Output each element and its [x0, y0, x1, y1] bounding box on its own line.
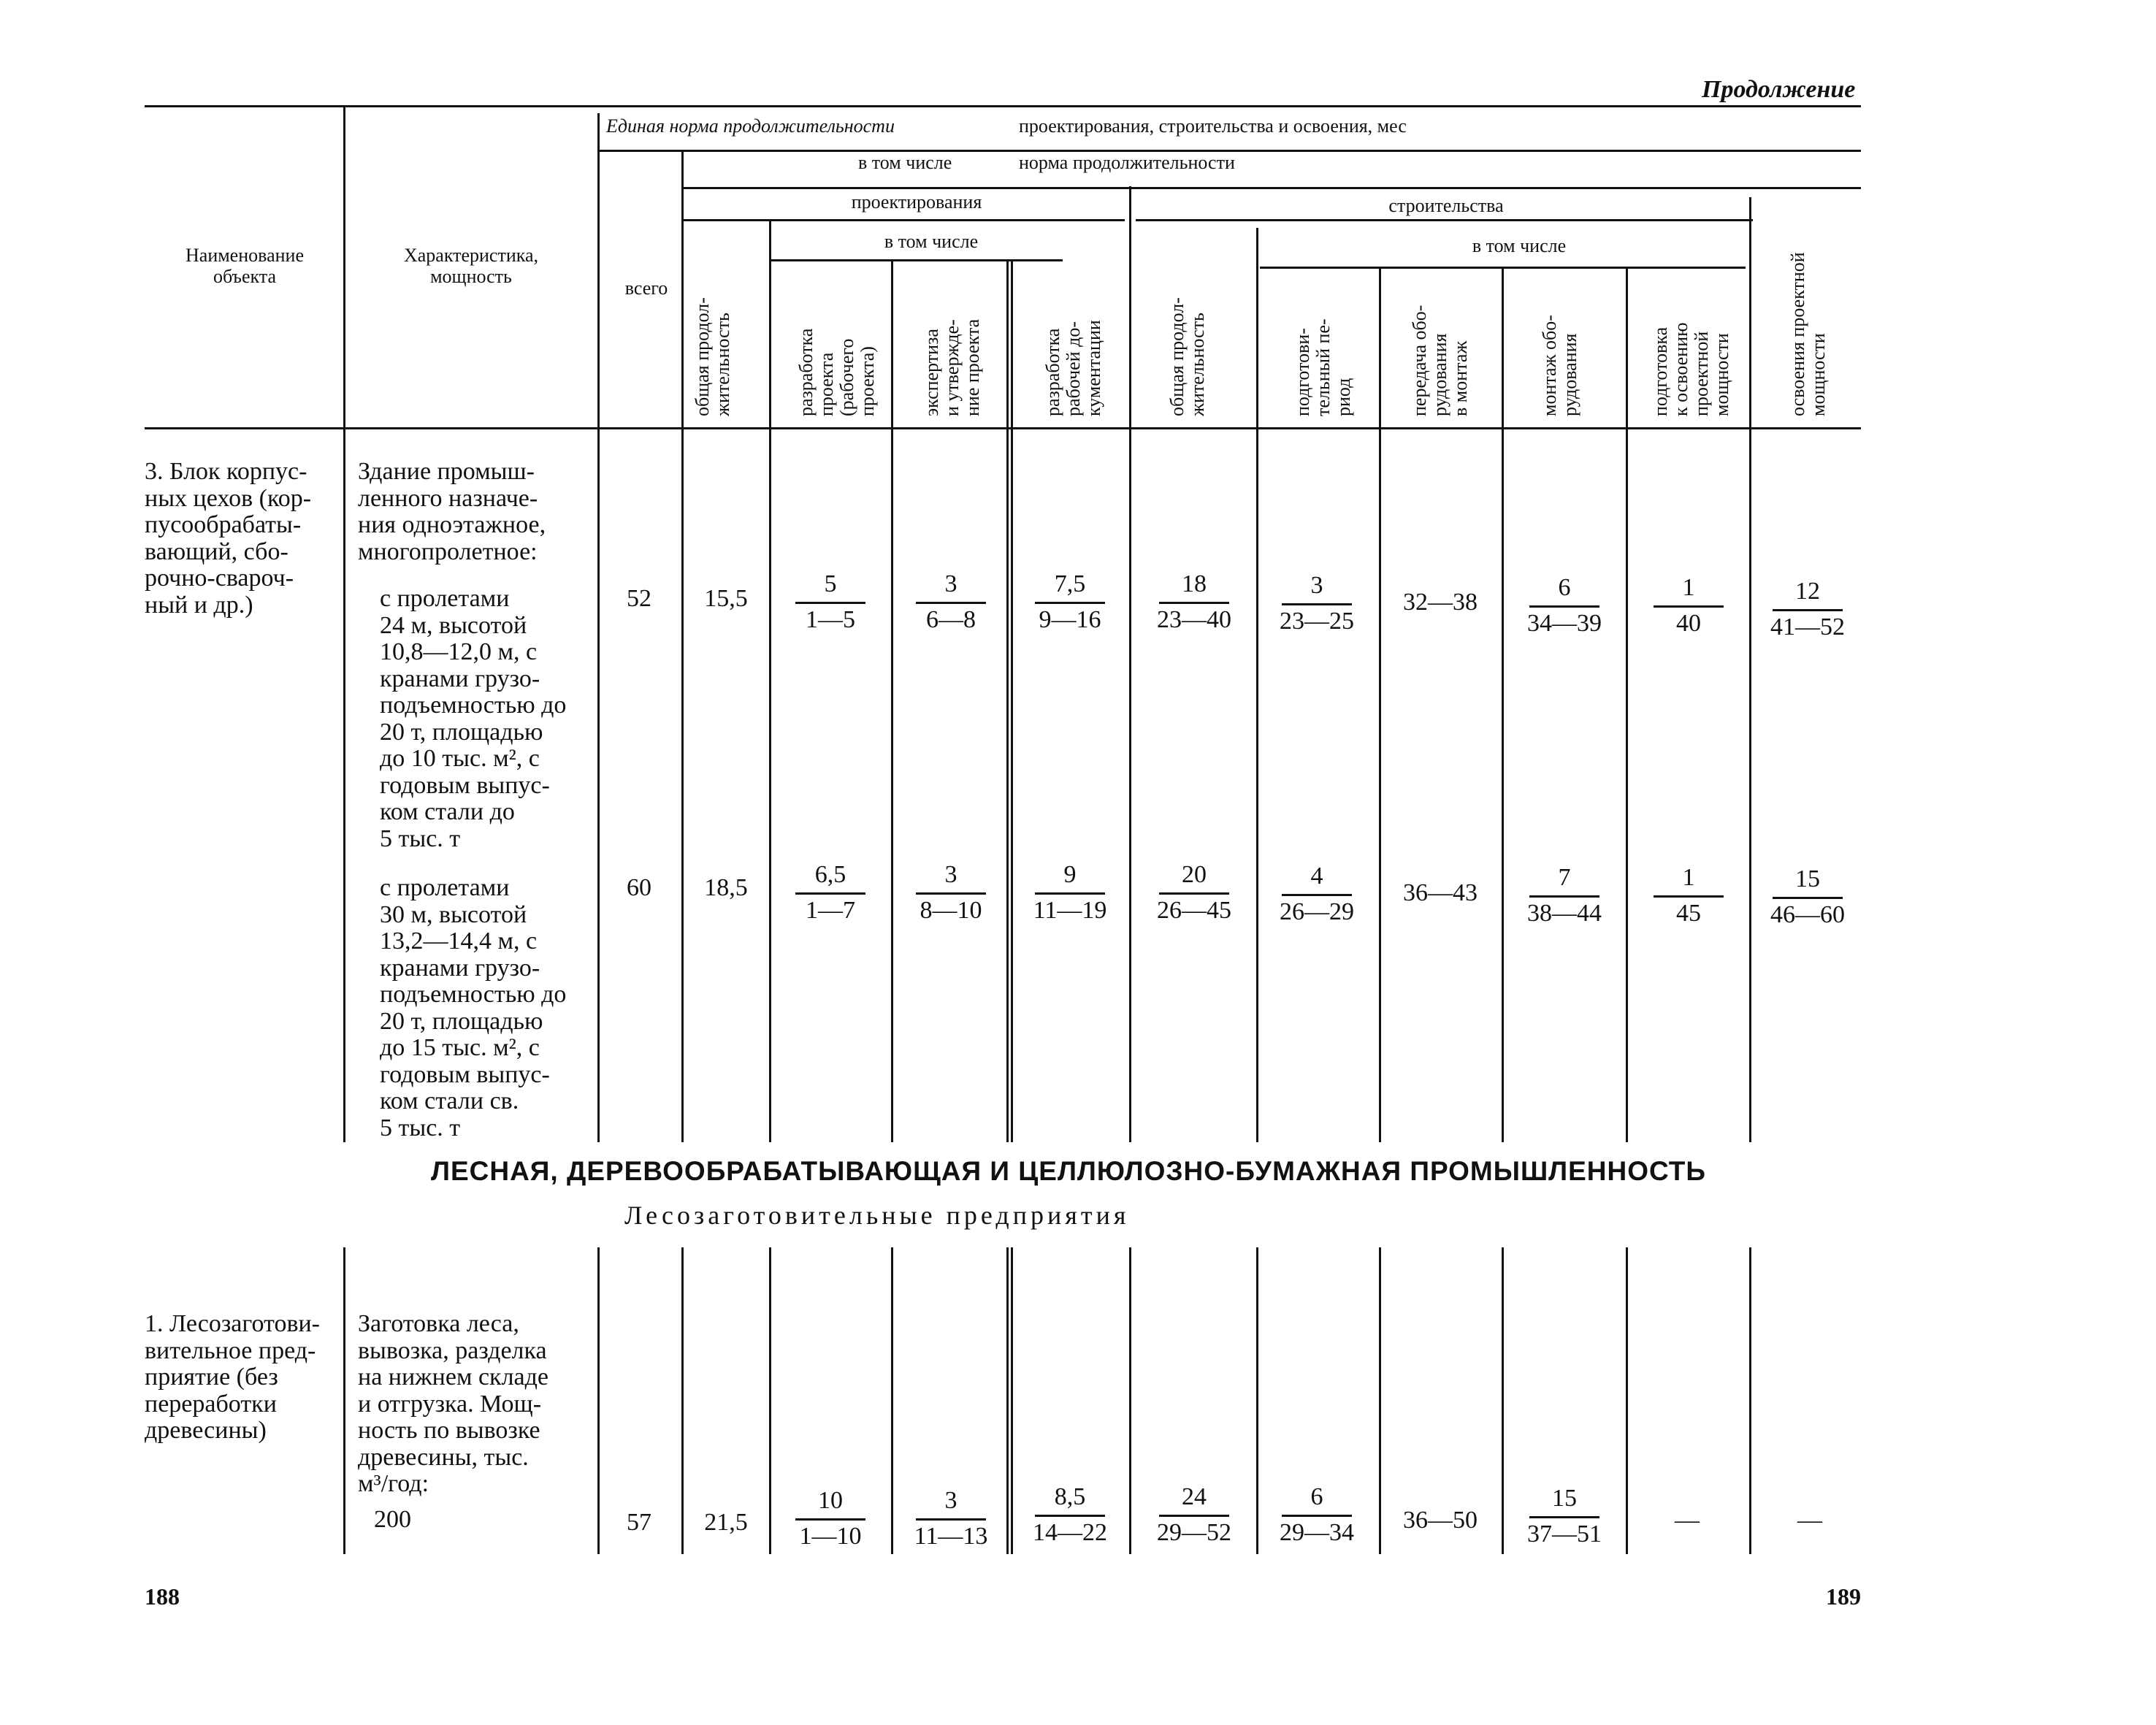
vheader-capacity-development: освоения проектной мощности [1787, 252, 1829, 416]
v1-project-dev: $\frac{5}{1—5}$ [779, 570, 882, 636]
design-rule [683, 219, 1125, 221]
vheader-equipment-mounting: монтаж обо- рудования [1539, 315, 1580, 416]
row2-prep-period: $\frac{6}{29—34}$ [1280, 1483, 1354, 1546]
vheader-prep-period: подготови- тельный пе- риод [1292, 318, 1354, 416]
row-object-name: 3. Блок корпус- ных цехов (кор- пусообрабаты- вающий, сбо- рочно-свароч- ный и др.) [145, 458, 312, 619]
header-including: в том числе [858, 152, 952, 173]
col-rule [1256, 228, 1258, 1142]
vheader-design-total: общая продол- жительность [692, 297, 733, 416]
col-rule [1011, 1247, 1013, 1554]
v1-equipment-transfer: 32—38 [1403, 589, 1478, 616]
v2-construction-total: $\frac{20}{26—45}$ [1157, 861, 1231, 924]
col-rule [1749, 197, 1751, 1142]
col-rule [1626, 267, 1628, 1142]
col-rule [1129, 1247, 1131, 1554]
row2-expertise: $\frac{3}{11—13}$ [914, 1487, 988, 1550]
page-number-right: 189 [1826, 1583, 1861, 1610]
vheader-construction-total: общая продол- жительность [1166, 297, 1208, 416]
col-rule [769, 219, 771, 1142]
v1-capacity-development: $\frac{12}{41—52}$ [1770, 578, 1845, 640]
row2-total: 57 [627, 1509, 651, 1536]
v2-equipment-mounting: $\frac{7}{38—44}$ [1527, 864, 1602, 927]
row2-construction-total: $\frac{24}{29—52}$ [1157, 1483, 1231, 1546]
section-title: ЛЕСНАЯ, ДЕРЕВООБРАБАТЫВАЮЩАЯ И ЦЕЛЛЮЛОЗНО-БУМАЖНАЯ ПРОМЫШЛЕННОСТЬ [431, 1156, 1707, 1186]
row2-characteristic: Заготовка леса, вывозка, разделка на нижнем складе и отгрузка. Мощ- ность по вывозке древесины, тыс. м³/год: [358, 1310, 549, 1497]
col-rule [597, 113, 600, 1142]
v1-design-total: 15,5 [704, 585, 748, 612]
page-number-left: 188 [145, 1583, 180, 1610]
v2-equipment-transfer: 36—43 [1403, 879, 1478, 906]
col-rule [1006, 1247, 1009, 1554]
header-bottom-rule [145, 427, 1861, 429]
v1-prep-capacity: $\frac{1}{40}$ [1637, 573, 1740, 640]
col-rule [1129, 186, 1131, 1142]
v1-prep-period: $\frac{3}{23—25}$ [1280, 572, 1354, 635]
vheader-expertise: экспертиза и утвержде- ние проекта [921, 318, 983, 416]
col-rule [1006, 259, 1009, 1142]
row2-prep-capacity: — [1675, 1507, 1700, 1534]
header-constr-incl: в том числе [1472, 235, 1567, 256]
v2-working-docs: $\frac{9}{11—19}$ [1033, 861, 1107, 924]
header-norm-duration: норма продолжительности [1019, 152, 1235, 173]
row2-working-docs: $\frac{8,5}{14—22}$ [1033, 1483, 1107, 1546]
header-design: проектирования [851, 191, 982, 213]
header-design-incl: в том числе [884, 231, 979, 252]
v2-expertise: $\frac{3}{8—10}$ [900, 860, 1002, 927]
v2-project-dev: $\frac{6,5}{1—7}$ [779, 860, 882, 927]
v2-prep-capacity: $\frac{1}{45}$ [1637, 863, 1740, 930]
col-rule [343, 1247, 345, 1554]
col-rule [1256, 1247, 1258, 1554]
header-total: всего [624, 278, 668, 299]
col-rule [891, 259, 893, 1142]
row2-equipment-mounting: $\frac{15}{37—51}$ [1527, 1485, 1602, 1548]
v1-expertise: $\frac{3}{6—8}$ [900, 570, 1002, 636]
variant-1-characteristic: с пролетами 24 м, высотой 10,8—12,0 м, с кранами грузо- подъемностью до 20 т, площадью до 10 тыс. м², с годовым выпус- ком стали до 5 тыс. т [380, 585, 567, 852]
col-rule [1749, 1247, 1751, 1554]
v2-design-total: 18,5 [704, 874, 748, 901]
v1-equipment-mounting: $\frac{6}{34—39}$ [1527, 574, 1602, 637]
v1-construction-total: $\frac{18}{23—40}$ [1157, 570, 1231, 633]
header-unified-norm: Единая норма продолжительности [606, 115, 895, 137]
row2-object-name: 1. Лесозаготови- вительное пред- приятие (без переработки древесины) [145, 1310, 321, 1444]
col-rule [1502, 267, 1504, 1142]
row2-equipment-transfer: 36—50 [1403, 1507, 1478, 1534]
col-rule [891, 1247, 893, 1554]
header-construction: строительства [1388, 195, 1504, 216]
header-norm-scope: проектирования, строительства и освоения, мес [1019, 115, 1407, 137]
norm-span-rule [683, 187, 1861, 189]
col-rule [1379, 267, 1381, 1142]
vheader-equipment-transfer: передача обо- рудования в монтаж [1409, 305, 1471, 416]
v2-prep-period: $\frac{4}{26—29}$ [1280, 862, 1354, 925]
row-characteristic-intro: Здание промыш- ленного назначе- ния одноэтажное, многопролетное: [358, 458, 546, 565]
v1-working-docs: $\frac{7,5}{9—16}$ [1019, 570, 1121, 636]
col-rule [343, 105, 345, 1142]
col-rule [1011, 259, 1013, 1142]
row2-capacity-development: — [1797, 1507, 1822, 1534]
row2-project-dev: $\frac{10}{1—10}$ [779, 1486, 882, 1553]
col-rule [1626, 1247, 1628, 1554]
col-rule [1502, 1247, 1504, 1554]
col-rule [681, 150, 684, 1142]
header-top-rule [145, 105, 1861, 107]
vheader-project-development: разработка проекта (рабочего проекта) [795, 328, 878, 416]
vheader-working-docs: разработка рабочей до- кументации [1042, 320, 1104, 416]
continuation-label: Продолжение [1702, 76, 1856, 103]
col-rule [1379, 1247, 1381, 1554]
v1-total: 52 [627, 585, 651, 612]
row2-design-total: 21,5 [704, 1509, 748, 1536]
header-characteristic: Характеристика, мощность [403, 245, 539, 287]
vheader-prep-capacity: подготовка к освоению проектной мощности [1650, 322, 1732, 416]
variant-2-characteristic: с пролетами 30 м, высотой 13,2—14,4 м, с кранами грузо- подъемностью до 20 т, площадью до 15 тыс. м², с годовым выпус- ком стали св. 5 тыс. т [380, 874, 567, 1141]
subsection-title: Лесозаготовительные предприятия [624, 1201, 1130, 1230]
header-object-name: Наименование объекта [186, 245, 304, 287]
construction-rule [1136, 219, 1753, 221]
v2-capacity-development: $\frac{15}{46—60}$ [1770, 865, 1845, 928]
row2-capacity: 200 [374, 1506, 411, 1533]
v2-total: 60 [627, 874, 651, 901]
design-incl-rule [771, 259, 1063, 261]
